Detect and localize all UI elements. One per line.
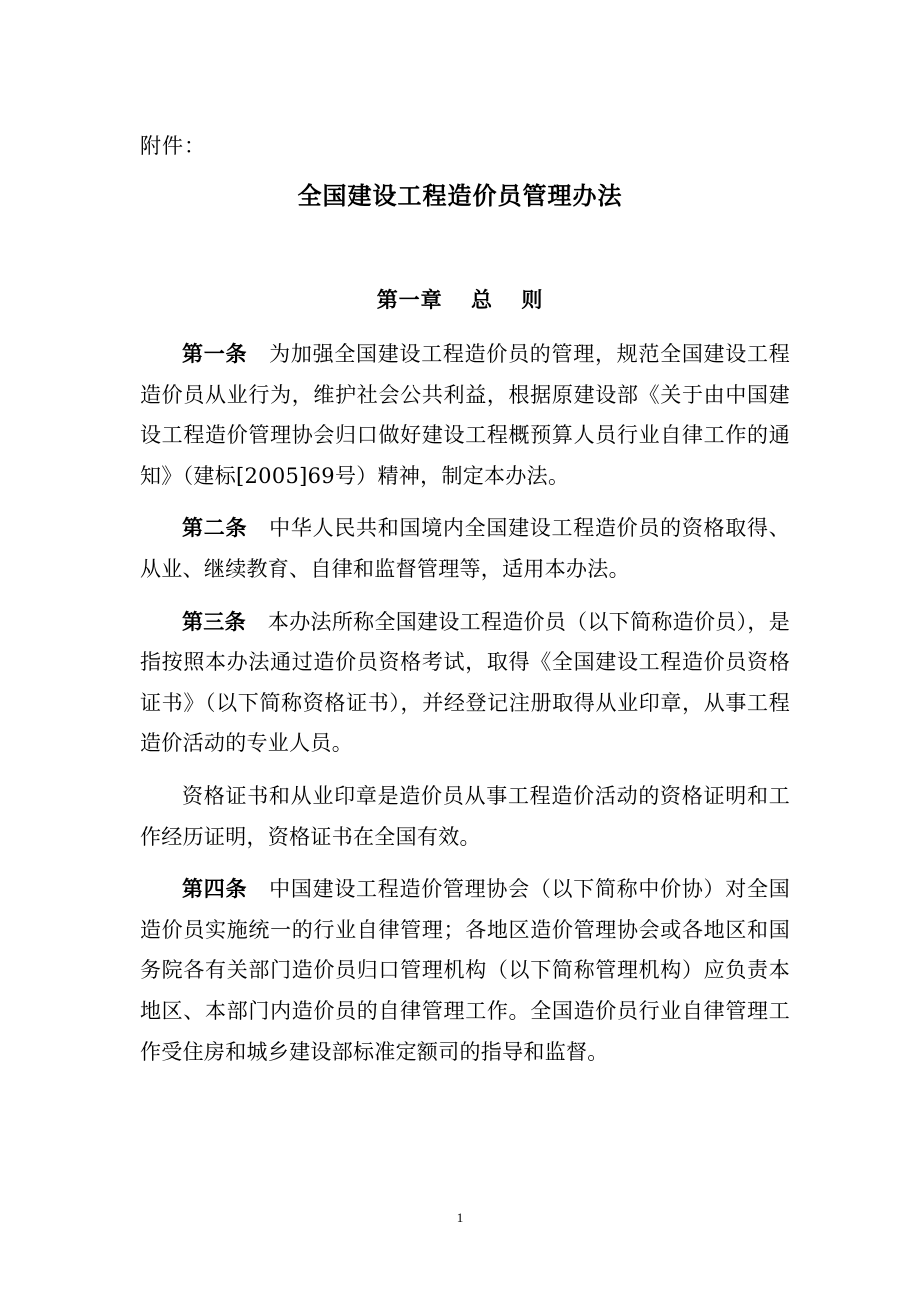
article-1 <box>140 334 790 496</box>
attachment-label: 附件： <box>140 134 206 158</box>
chapter-number: 第一章 <box>376 288 443 312</box>
chapter-name-part-2: 则 <box>521 288 544 312</box>
article-label: 第一条 <box>182 342 248 366</box>
article-text: 本办法所称全国建设工程造价员（以下简称造价员），是指按照本办法通过造价员资格考试，取得《全国建设工程造价员资格证书》（以下简称资格证书），并经登记注册取得从业印章，从事工程造价活动的专业人员。 <box>140 609 791 756</box>
article-text: 为加强全国建设工程造价员的管理，规范全国建设工程造价员从业行为，维护社会公共利益，根据原建设部《关于由中国建设工程造价管理协会归口做好建设工程概预算人员行业自律工作的通知》（建标[2005]69号）精神，制定本办法。 <box>140 342 791 488</box>
page-number: 1 <box>456 1210 464 1225</box>
article-label: 第二条 <box>182 516 248 541</box>
article-label: 第三条 <box>182 609 246 634</box>
article-4 <box>140 869 790 1072</box>
document-body <box>140 334 790 1084</box>
article-text: 中国建设工程造价管理协会（以下简称中价协）对全国造价员实施统一的行业自律管理；各地区造价管理协会或各地区和国务院各有关部门造价员归口管理机构（以下简称管理机构）应负责本地区、本部门内造价员的自律管理工作。全国造价员行业自律管理工作受住房和城乡建设部标准定额司的指导和监督。 <box>140 877 791 1064</box>
article-3-paragraph-2 <box>140 776 790 857</box>
article-2 <box>140 508 790 589</box>
article-text: 中华人民共和国境内全国建设工程造价员的资格取得、从业、继续教育、自律和监督管理等，适用本办法。 <box>140 516 791 581</box>
chapter-heading <box>0 282 920 318</box>
document-title: 全国建设工程造价员管理办法 <box>297 182 623 210</box>
article-label: 第四条 <box>182 877 248 902</box>
article-3 <box>140 602 790 764</box>
paragraph-text: 资格证书和从业印章是造价员从事工程造价活动的资格证明和工作经历证明，资格证书在全国有效。 <box>140 783 790 849</box>
chapter-name-part-1: 总 <box>471 288 493 312</box>
